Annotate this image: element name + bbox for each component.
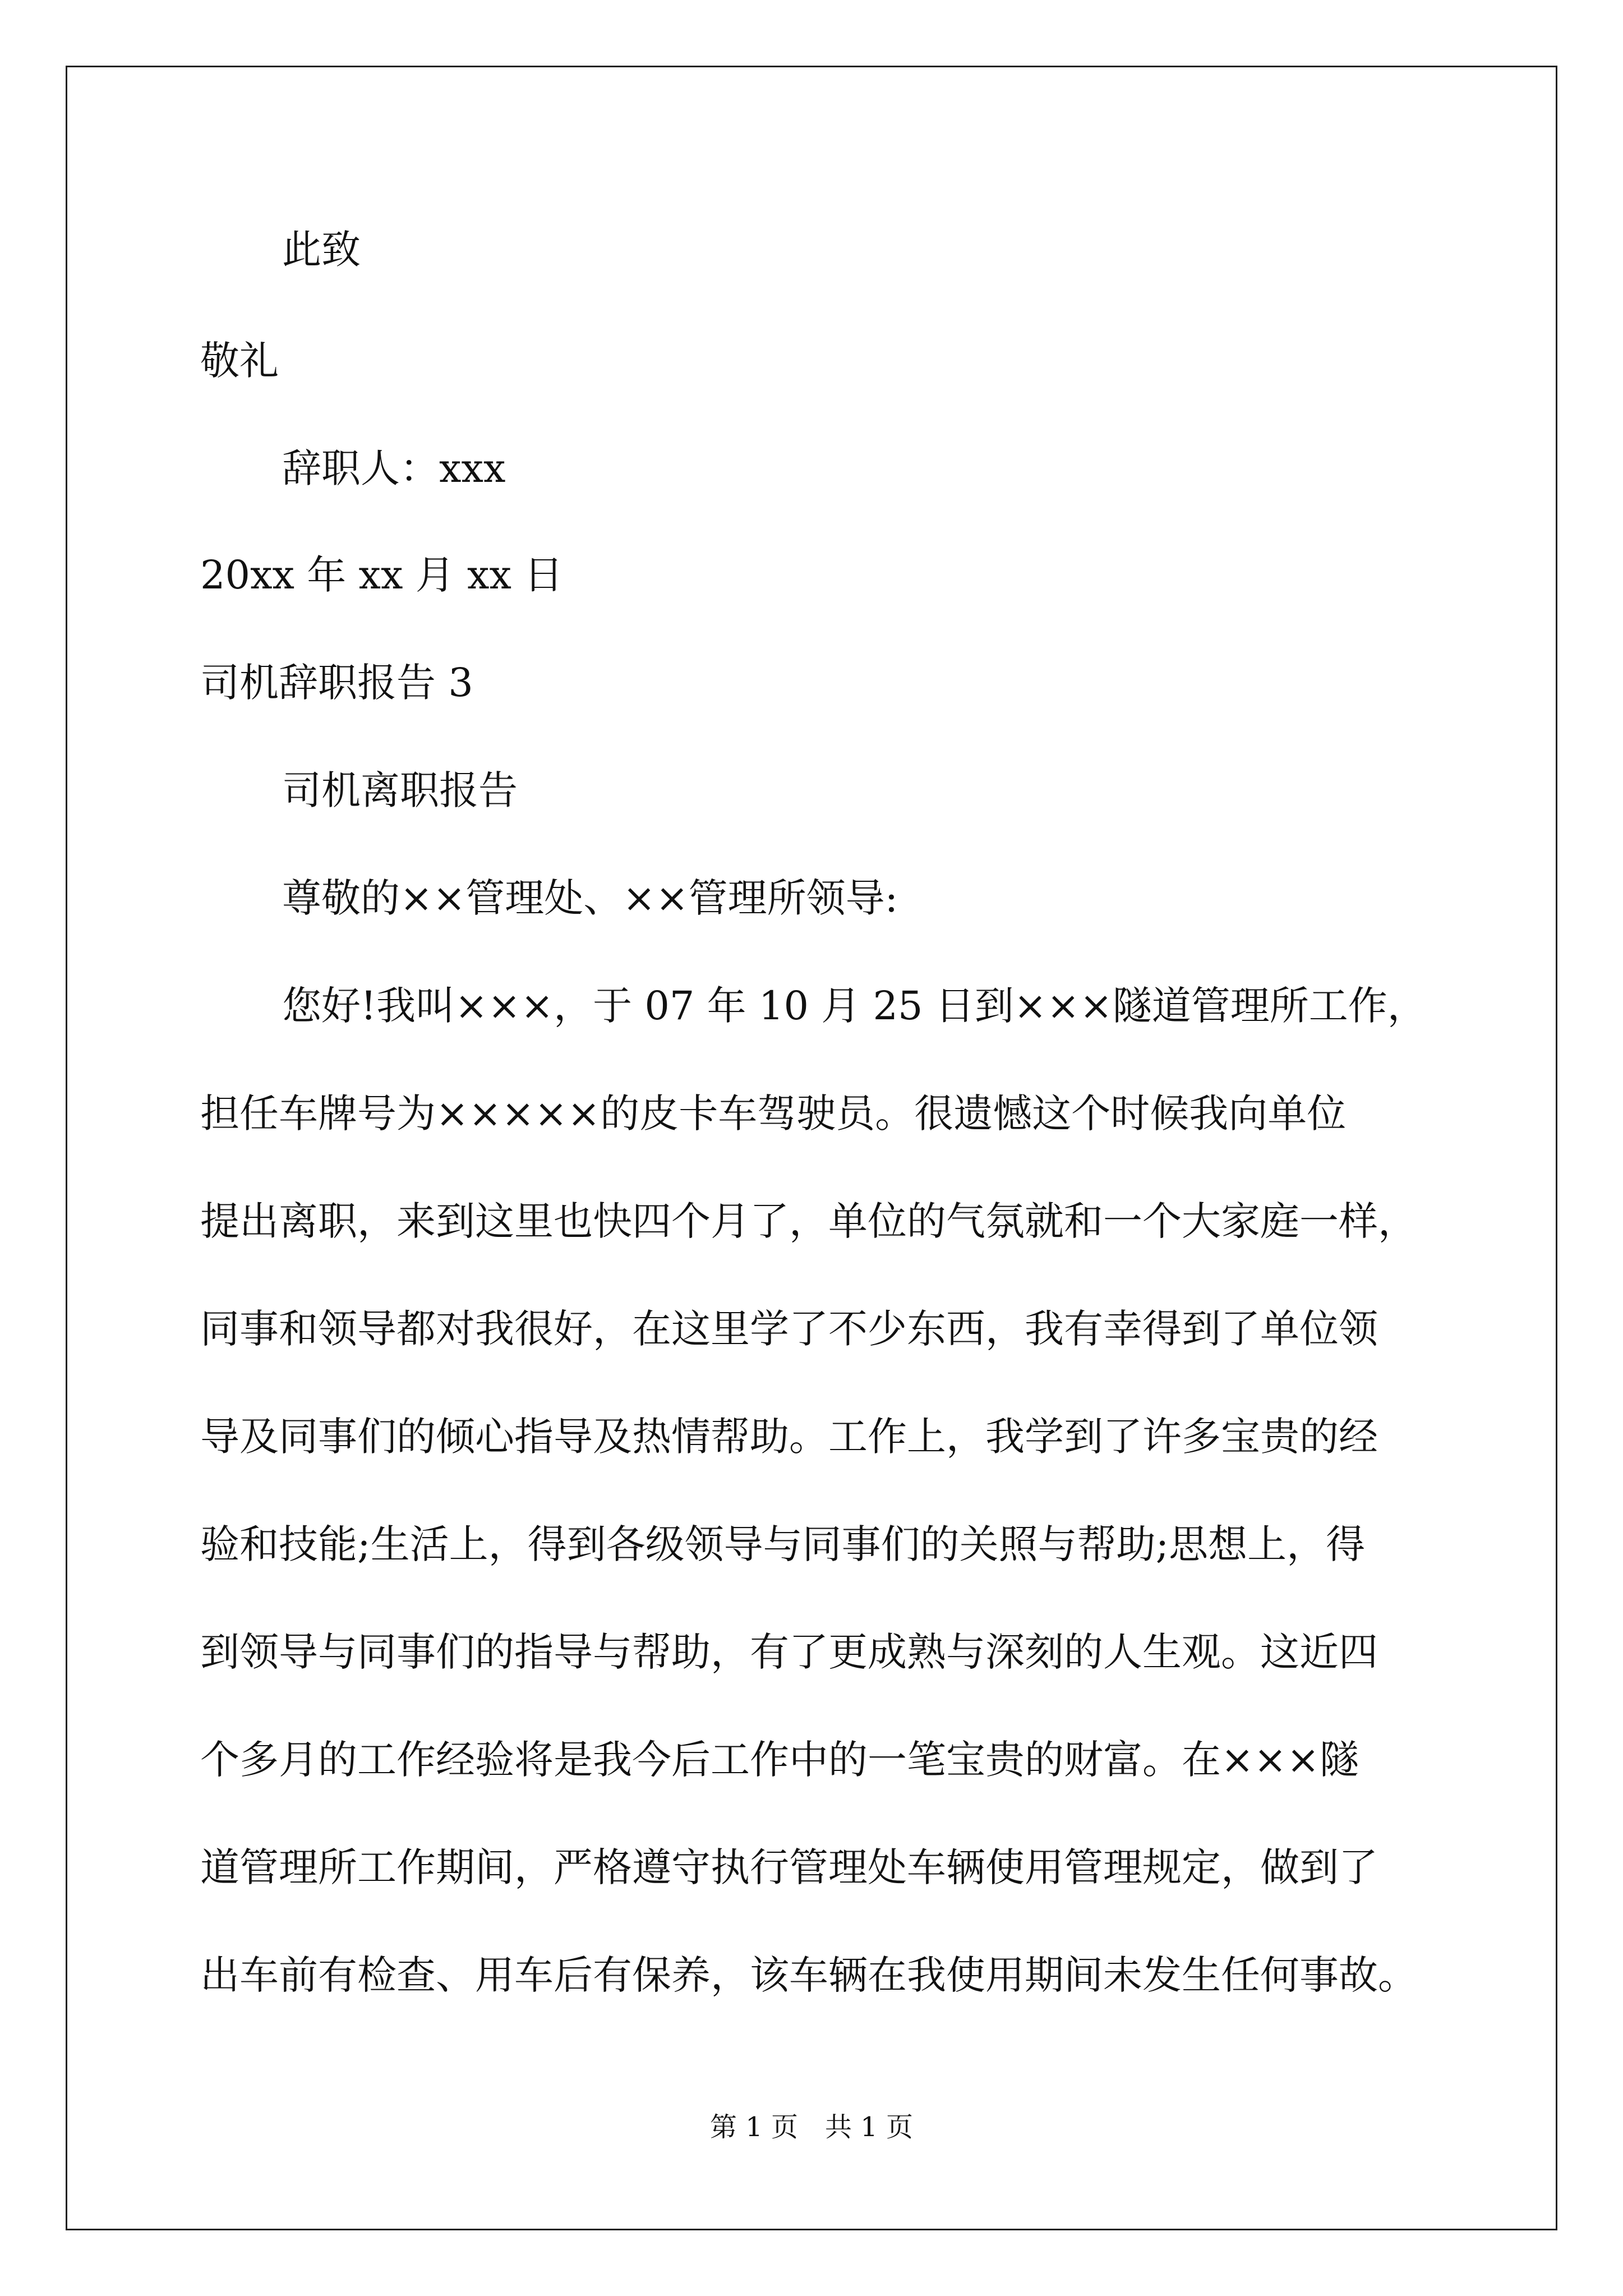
body-line: 导及同事们的倾心指导及热情帮助。工作上，我学到了许多宝贵的经 (200, 1414, 1378, 1460)
body-line: 出车前有检查、用车后有保养，该车辆在我使用期间未发生任何事故。 (200, 1952, 1417, 1998)
body-line: 担任车牌号为×××××的皮卡车驾驶员。很遗憾这个时候我向单位 (200, 1091, 1347, 1137)
closing-salutation: 此致 (282, 227, 361, 273)
date-line: 20xx 年 xx 月 xx 日 (200, 552, 564, 598)
section-title: 司机辞职报告 3 (200, 660, 473, 706)
report-title: 司机离职报告 (282, 767, 518, 813)
body-line: 到领导与同事们的指导与帮助，有了更成熟与深刻的人生观。这近四 (200, 1629, 1378, 1675)
body-line: 道管理所工作期间，严格遵守执行管理处车辆使用管理规定，做到了 (200, 1844, 1378, 1890)
body-line: 提出离职，来到这里也快四个月了，单位的气氛就和一个大家庭一样， (200, 1198, 1417, 1244)
body-line: 同事和领导都对我很好，在这里学了不少东西，我有幸得到了单位领 (200, 1306, 1378, 1352)
closing-respect: 敬礼 (200, 338, 279, 384)
page-number-footer: 第 1 页 共 1 页 (709, 2111, 914, 2143)
body-line: 您好!我叫×××，于 07 年 10 月 25 日到×××隧道管理所工作， (282, 983, 1427, 1029)
signer-line: 辞职人：xxx (282, 445, 506, 491)
greeting-line: 尊敬的××管理处、××管理所领导: (282, 875, 898, 921)
body-line: 验和技能;生活上，得到各级领导与同事们的关照与帮助;思想上，得 (200, 1521, 1366, 1567)
body-line: 个多月的工作经验将是我今后工作中的一笔宝贵的财富。在×××隧 (200, 1737, 1359, 1783)
page-border (66, 66, 1557, 2230)
